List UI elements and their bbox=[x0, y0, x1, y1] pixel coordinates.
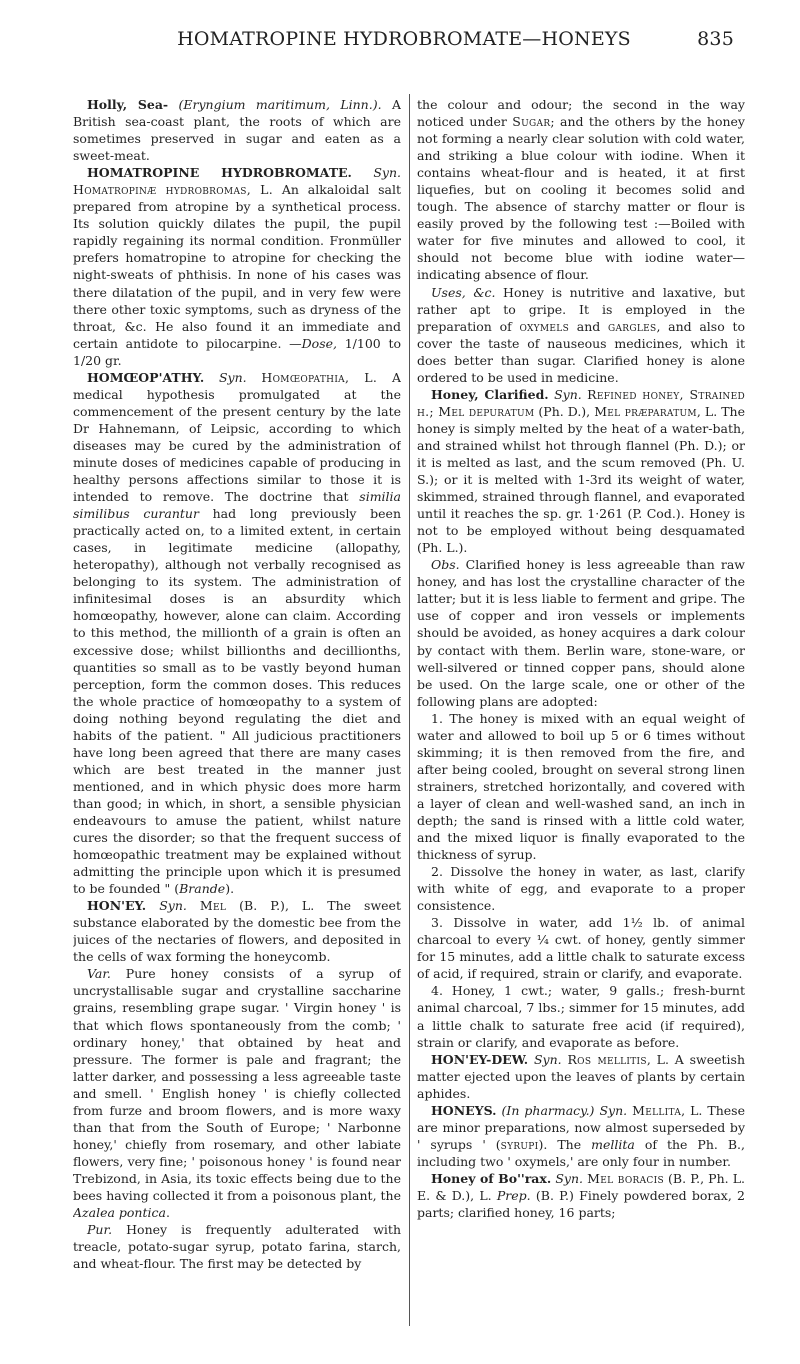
entry-text: A medical hypothesis promulgated at the commencement of the present century by the late Dr Hahnemann, of Leipsic, according to which diseases may be cured by the administration of minute doses of medicines capable of producing in healthy persons affections similar to those it is intended to remove. The doctrine that bbox=[73, 369, 401, 505]
headword: Honey, Clarified. bbox=[431, 386, 549, 402]
entry-homatropine bbox=[73, 164, 401, 369]
entry-text-2: ; and the others by the honey not forming a nearly clear solution with cold water, and striking a blue colour with iodine. When it contains wheat-flour and is heated, it at first liquefies, but on cooling it becomes solid and tough. The absence of starchy matter or flour is easily proved by the following test :—Boiled with water for five minutes and allowed to cool, it should not become blue with iodine water—indicating absence of flour. bbox=[417, 114, 745, 283]
section-label: Uses, &c. bbox=[431, 284, 496, 300]
syn-label: Syn. bbox=[599, 1102, 628, 1118]
plan-item: 4. Honey, 1 cwt.; water, 9 galls.; fresh-burnt animal charcoal, 7 lbs.; simmer for 15 minutes, add a little chalk to saturate free acid (if required), strain or clarify, and evaporate as before. bbox=[417, 983, 745, 1050]
entry-honey-uses bbox=[417, 284, 745, 386]
entry-text: , L. A sweetish matter ejected upon the leaves of plants by certain aphides. bbox=[417, 1051, 745, 1101]
page-number: 835 bbox=[697, 28, 734, 50]
plan-item: 3. Dissolve in water, add 1½ lb. of animal charcoal to every ¼ cwt. of honey, gently simmer for 15 minutes, add a little chalk to saturate excess of acid, if required, strain or clarify, and evaporate. bbox=[417, 915, 745, 982]
purity-continued bbox=[417, 96, 745, 284]
entry-text: (B. P., Ph. L. E. & D.), L. bbox=[417, 1170, 745, 1203]
running-title: HOMATROPINE HYDROBROMATE—HONEYS bbox=[177, 28, 631, 50]
latin-name: Azalea pontica bbox=[73, 1205, 166, 1221]
headword: HONEYS. bbox=[431, 1102, 497, 1118]
cross-reference: Sugar bbox=[512, 114, 551, 130]
entry-text-2: had long previously been practically acted on, to a limited extent, in certain cases, in legitimate medicine (allopathy, heteropathy), although not verbally recognised as belonging to its system. The administration of infinitesimal doses is an absurdity which homœopathy, however, alone can claim. According to this method, the millionth of a grain is often an excessive dose; whilst billionths and decillionths, quantities so small as to be vastly beyond human perception, form the common doses. This reduces the whole practice of homœopathy to a system of doing nothing beyond regulating the diet and habits of the patient. " All judicious practitioners have long been agreed that there are many cases which are best treated in the manner just mentioned, and in which physic does more harm than good; in which, in short, a sensible physician endeavours to amuse the patient, whilst nature cures the disorder; so that the frequent success of homœopathic treatment may be explained without admitting the principle upon which it is presumed to be founded " ( bbox=[73, 506, 401, 897]
conjunction: and bbox=[569, 318, 608, 334]
synonym: Homatropinæ hydrobromas, L. bbox=[73, 182, 274, 198]
synonym: Refined honey, Strained h.; Mel depuratum bbox=[417, 386, 745, 419]
entry-text: Clarified honey is less agreeable than raw honey, and has lost the crystalline character of the latter; but it is less liable to ferment and gripe. The use of copper and iron vessels or implements should be avoided, as honey acquires a dark colour by contact with them. Berlin ware, stone-ware, or well-silvered or tinned copper pans, should alone be used. On the large scale, one or other of the following plans are adopted: bbox=[417, 557, 745, 709]
headword: Honey of Bo''rax. bbox=[431, 1170, 552, 1186]
headword: HOMATROPINE HYDROBROMATE. bbox=[87, 165, 352, 181]
running-header bbox=[74, 28, 734, 56]
entry-text: (Ph. D.), bbox=[534, 403, 595, 419]
syn-label: Syn. bbox=[218, 369, 247, 385]
synonym: Mel bbox=[199, 898, 227, 914]
entry-text: Pure honey consists of a syrup of uncrystallisable sugar and crystalline saccharine grains, resembling grape sugar. ' Virgin honey ' is that which flows spontaneously from the comb; ' ordinary honey,' that obtained by heat and pressure. The former is pale and fragrant; the latter darker, and possessing a less agreeable taste and smell. ' English honey ' is chiefly collected from furze and broom flowers, and is more waxy than that from the South of Europe; ' Narbonne honey,' chiefly from rosemary, and other labiate flowers, very fine; ' poisonous honey ' is found near Trebizond, in Asia, its toxic effects being due to the bees having collected it from a poisonous plant, the bbox=[73, 966, 401, 1203]
entry-text: Honey is nutritive and laxative, but rather apt to gripe. It is employed in the preparation of bbox=[417, 284, 745, 334]
synonym-2: syrupi bbox=[500, 1136, 539, 1152]
synonym: Ros mellitis bbox=[567, 1051, 647, 1067]
entry-homoeopathy bbox=[73, 369, 401, 897]
qualifier: (In pharmacy.) bbox=[501, 1102, 595, 1118]
syn-label: Syn. bbox=[533, 1051, 562, 1067]
headword: HON'EY. bbox=[87, 898, 147, 914]
synonym: Mellita bbox=[632, 1102, 682, 1118]
entry-honey-varieties bbox=[73, 965, 401, 1221]
synonym: Homœopathia, L. bbox=[261, 369, 378, 385]
section-label: Obs. bbox=[431, 557, 460, 573]
plan-item: 2. Dissolve the honey in water, as last, clarify with white of egg, and evaporate to a proper consistence. bbox=[417, 864, 745, 914]
entry-text: Honey is frequently adulterated with treacle, potato-sugar syrup, potato farina, starch, and wheat-flour. The first may be detected by bbox=[73, 1222, 401, 1272]
entry-honey-purity bbox=[73, 1221, 401, 1272]
cross-reference: gargles bbox=[607, 318, 657, 334]
syn-label: Syn. bbox=[554, 386, 582, 402]
headword: Holly, Sea- bbox=[87, 97, 169, 112]
synonym-2: Mel præparatum bbox=[594, 403, 697, 419]
syn-label: Syn. bbox=[373, 165, 401, 181]
dose-label: Dose, bbox=[301, 335, 337, 351]
entry-honeys bbox=[417, 1102, 745, 1170]
entry-honey bbox=[73, 897, 401, 965]
dose-text: 1/100 to 1/20 gr. bbox=[73, 335, 401, 368]
synonym: Mel boracis bbox=[587, 1170, 664, 1186]
entry-text-3: of the Ph. B., including two ' oxymels,' are only four in number. bbox=[417, 1136, 745, 1169]
entry-text: A British sea-coast plant, the roots of which are sometimes preserved in sugar and eaten as a sweet-meat. bbox=[73, 97, 401, 164]
entry-text: the colour and odour; the second in the way noticed under bbox=[417, 97, 745, 130]
entry-text: An alkaloidal salt prepared from atropine by a synthetical process. Its solution quickly dilates the pupil, the pupil rapidly regaining its normal condition. Fronmüller prefers homatropine to atropine for checking the night-sweats of phthisis. In none of his cases was there dilatation of the pupil, and in very few were there other toxic symptoms, such as dryness of the throat, &c. He also found it an immediate and certain antidote to pilocarpine. — bbox=[73, 182, 401, 351]
headword: HON'EY-DEW. bbox=[431, 1051, 529, 1067]
entry-text-2: , and also to cover the taste of nauseous medicines, which it does better than sugar. Clarified honey is alone ordered to be used in medicine. bbox=[417, 318, 745, 385]
entry-holly-sea bbox=[73, 96, 401, 164]
citation: Brande bbox=[179, 881, 226, 897]
plan-item: 1. The honey is mixed with an equal weight of water and allowed to boil up 5 or 6 times without skimming; it is then removed from the fire, and after being cooled, brought on several strong linen strainers, stretched horizontally, and covered with a layer of clean and well-washed sand, an inch in depth; the sand is rinsed with a little cold water, and the mixed liquor is finally evaporated to the thickness of syrup. bbox=[417, 710, 745, 863]
entry-honey-observations bbox=[417, 556, 745, 709]
cross-reference: oxymels bbox=[519, 318, 570, 334]
entry-text: , L. These are minor preparations, now almost superseded by ' syrups ' ( bbox=[417, 1102, 745, 1152]
prep-label: Prep. bbox=[496, 1188, 531, 1203]
left-column bbox=[73, 96, 401, 1328]
column-divider bbox=[409, 94, 410, 1326]
entry-text: (B. P.), L. The sweet substance elaborated by the domestic bee from the juices of the nectaries of flowers, and deposited in the cells of wax forming the honeycomb. bbox=[73, 898, 401, 965]
section-label: Var. bbox=[87, 966, 111, 982]
syn-label: Syn. bbox=[555, 1170, 583, 1186]
entry-text-2: . bbox=[165, 1205, 170, 1221]
entry-honey-clarified bbox=[417, 386, 745, 556]
headword: HOMŒOP'ATHY. bbox=[87, 369, 205, 385]
syn-label: Syn. bbox=[159, 898, 187, 914]
right-column bbox=[417, 96, 745, 1328]
entry-honey-of-borax bbox=[417, 1170, 745, 1221]
latin-name: (Eryngium maritimum, Linn.). bbox=[178, 97, 382, 112]
entry-text-3: ). bbox=[225, 881, 235, 897]
latin-term: mellita bbox=[591, 1136, 635, 1152]
section-label: Pur. bbox=[87, 1222, 113, 1238]
entry-text-2: , L. The honey is simply melted by the heat of a water-bath, and strained whilst hot through flannel (Ph. D.); or it is melted as last, and the scum removed (Ph. U. S.); or it is melted with 1-3rd its weight of water, skimmed, strained through flannel, and evaporated until it reaches the sp. gr. 1·261 (P. Cod.). Honey is not to be employed without being desquamated (Ph. L.). bbox=[417, 403, 745, 556]
entry-honey-dew bbox=[417, 1051, 745, 1102]
entry-text-2: (B. P.) Finely powdered borax, 2 parts; clarified honey, 16 parts; bbox=[417, 1188, 745, 1221]
latin-phrase: similia similibus curantur bbox=[73, 489, 401, 522]
entry-text-2: ). The bbox=[538, 1136, 592, 1152]
